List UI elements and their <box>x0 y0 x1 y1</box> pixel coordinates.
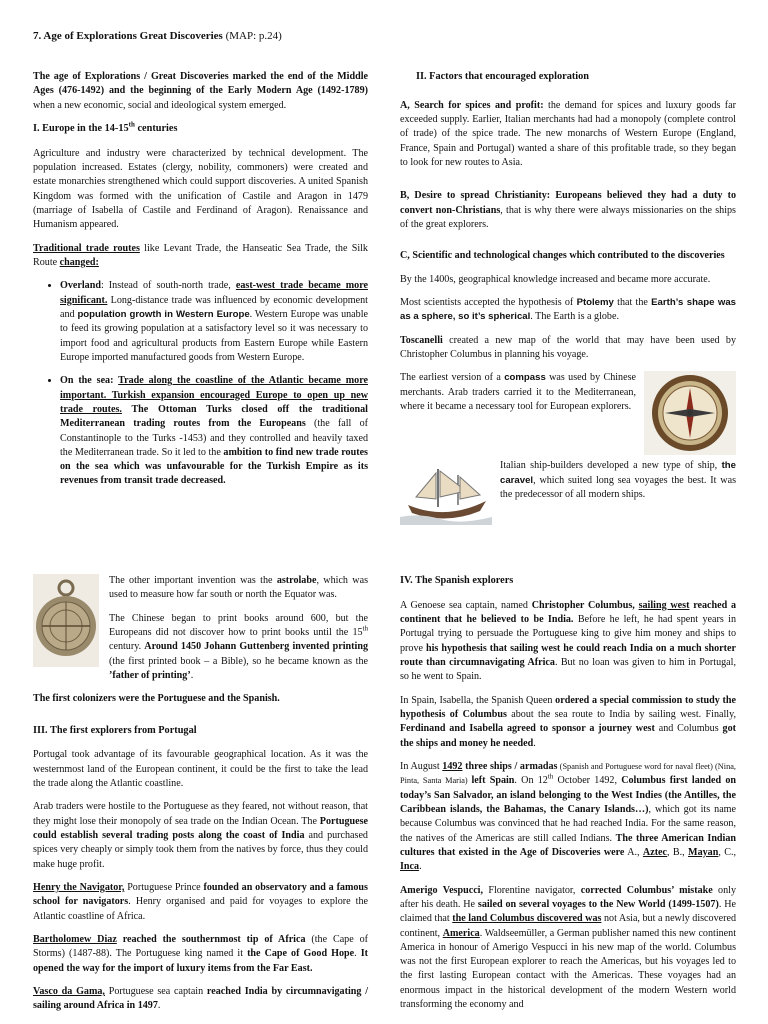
page-title <box>33 30 282 42</box>
caravel-block <box>400 459 736 527</box>
caravel-drawing <box>400 461 492 525</box>
map-reference: (MAP: p.24) <box>225 30 282 42</box>
printing-paragraph: The Chinese began to print books around 600, but the Europeans did not discover how to print books until the 15th century. Around 1450 Johann Guttenberg invented printing (the first printed book – a Bible), so he became known as the ’father of printing’. <box>109 612 368 681</box>
arab-traders-paragraph: Arab traders were hostile to the Portuguese as they feared, not without reason, that they might lose their monopoly of sea trade on the Indian Ocean. The Portuguese could establish several trading posts along the coast of India and purchased spices very cheaply or simply took them from the natives by force, thus they could make huge profit. <box>33 801 368 870</box>
intro-paragraph: The age of Explorations / Great Discoveries marked the end of the Middle Ages (476-1492) and the beginning of the Early Modern Age (1492-1789) when a new economic, social and ideological system emerged. <box>33 71 368 111</box>
toscanelli-paragraph: Toscanelli created a new map of the world that may have been used by Christopher Columbus in planning his voyage. <box>400 334 736 360</box>
diaz-paragraph: Bartholomew Diaz reached the southernmost tip of Africa (the Cape of Storms) (1487-88). The Portuguese king named it the Cape of Good Hope. It opened the way for the import of luxury items from the Far East. <box>33 933 368 974</box>
astrolabe-block <box>33 574 368 692</box>
list-item-overland: • Overland: Instead of south-north trade, east-west trade became more significant. Long-distance trade was influenced by economic development and population growth in Western Europe. Western Europe was unable to feed its growing population at a satisfactory level so it was necessary to import food and agricultural products from Eastern Europe while Eastern Europe imported manufactured goods from Western Europe. <box>60 279 368 365</box>
left-column-top <box>33 70 368 498</box>
gama-paragraph: Vasco da Gama, Portuguese sea captain reached India by circumnavigating / sailing around Africa in 1497. <box>33 985 369 1012</box>
ptolemy-paragraph: Most scientists accepted the hypothesis of Ptolemy that the Earth’s shape was as a sphere, so it’s spherical. The Earth is a globe. <box>400 296 736 323</box>
section-3-heading: III. The first explorers from Portugal <box>33 724 197 736</box>
list-item-sea: • On the sea: Trade along the coastline of the Atlantic became more important. Turkish expansion encouraged Europe to open up new trade routes. The Ottoman Turks closed off the traditional Mediterranean trading routes from the Europeans (the fall of Constantinople to the Turks -1453) and they controlled and heavily taxed the Mediterranean trade. So it led to the ambition to find new trade routes on the sea which was unfavourable for the Turkish Empire as its revenues from transit trade decreased. <box>60 374 368 489</box>
henry-paragraph: Henry the Navigator, Portuguese Prince founded an observatory and a famous school for navigators. Henry organised and paid for voyages to explore the Atlantic coastline of Africa. <box>33 881 368 922</box>
section-2-heading: II. Factors that encouraged exploration <box>416 71 590 82</box>
section-4-heading: IV. The Spanish explorers <box>400 575 514 586</box>
astrolabe-paragraph: The other important invention was the astrolabe, which was used to measure how far south or north the Equator was. <box>109 575 368 601</box>
spices-paragraph: A, Search for spices and profit: the demand for spices and luxury goods far exceeded supply. Earlier, Italian merchants had had a monopoly (complete control of trade) of the spice trade. The new monarchs of Western Europe (England, France, Spain and Portugal) wanted a share of this profitable trade, so they began to look for new routes to Asia. <box>400 99 737 168</box>
trade-routes-paragraph: Traditional trade routes like Levant Trade, the Hanseatic Sea Trade, the Silk Route changed: <box>33 242 368 268</box>
voyage-1492-paragraph: In August 1492 three ships / armadas (Spanish and Portuguese word for naval fleet) (Nina, Pinta, Santa Maria) left Spain. On 12th October 1492, Columbus first landed on today’s San Salvador, an island belonging to the West Indies (the Antilles, the Caribbean islands, the Bahamas, the Canary Islands…), which got its name because Columbus was convinced that he had reached India. For the same reason, the natives of the Americas are still called Indians. The three American Indian cultures that existed in the Age of Discoveries were A., Aztec, B., Mayan, C., Inca. <box>400 760 737 873</box>
section-1-heading: I. Europe in the 14-15th centuries <box>33 120 178 134</box>
astrolabe-photo <box>33 574 99 667</box>
colonizers-paragraph: The first colonizers were the Portuguese and the Spanish. <box>33 693 280 705</box>
title-text: 7. Age of Explorations Great Discoveries <box>33 30 223 42</box>
section-1-paragraph: Agriculture and industry were characterized by technical development. The population increased. Estates (clergy, nobility, commoners) were created and estate monarchies strengthened which could support discoveries. A united Spanish Kingdom was formed with the unification of Castile and Aragon in 1479 (marriage of Isabella of Castile and Ferdinand of Aragon). Renaissance and Humanism appeared. <box>33 147 368 231</box>
compass-illustration <box>644 371 736 455</box>
compass-block <box>400 371 736 459</box>
left-column-bottom <box>33 574 368 1022</box>
compass-paragraph: The earliest version of a compass was used by Chinese merchants. Arab traders carried it to the Mediterranean, where it became a necessary tool for European explorers. <box>400 372 636 412</box>
right-column-bottom <box>400 574 736 1021</box>
scientific-heading: C, Scientific and technological changes which contributed to the discoveries <box>400 250 725 262</box>
columbus-paragraph: A Genoese sea captain, named Christopher Columbus, sailing west reached a continent that he believed to be India. Before he left, he had spent years in Portugal trying to persuade the Portuguese king to give him money and ships to prove his hypothesis that sailing west he could reach India on a much shorter route than circumnavigating Africa. But no loan was given to him in Portugal, so he went to Spain. <box>400 599 736 683</box>
right-column-top <box>400 70 736 527</box>
caravel-paragraph: Italian ship-builders developed a new type of ship, the caravel, which suited long sea voyages the best. It was the predecessor of all modern ships. <box>500 460 736 500</box>
trade-changes-list <box>33 279 368 489</box>
christianity-paragraph: B, Desire to spread Christianity: Europeans believed they had a duty to convert non-Christians, that is why there were always missionaries on the ships of the great explorers. <box>400 190 736 230</box>
geography-paragraph: By the 1400s, geographical knowledge increased and became more accurate. <box>400 273 711 285</box>
portugal-paragraph: Portugal took advantage of its favourable geographical location. As it was the westernmost land of the European continent, it could be the first to take the lead the trade along the Atlantic coastline. <box>33 749 368 789</box>
vespucci-paragraph: Amerigo Vespucci, Florentine navigator, corrected Columbus’ mistake only after his death. He sailed on several voyages to the New World (1499-1507). He claimed that the land Columbus discovered was not Asia, but a newly discovered continent, America. Waldseemüller, a German publisher named this new continent America in honour of Amerigo Vespucci in his new map of the world. Columbus was not the first European explorer to reach the Americas, but his voyages led to the first lasting European contact with the Americas. These voyages had an enormous impact in the historical development of the modern Western world transforming the economy and <box>400 884 737 1011</box>
spain-paragraph: In Spain, Isabella, the Spanish Queen ordered a special commission to study the hypothesis of Columbus about the sea route to India by sailing west. Finally, Ferdinand and Isabella agreed to sponsor a journey west and Columbus got the ships and money he needed. <box>400 694 736 749</box>
